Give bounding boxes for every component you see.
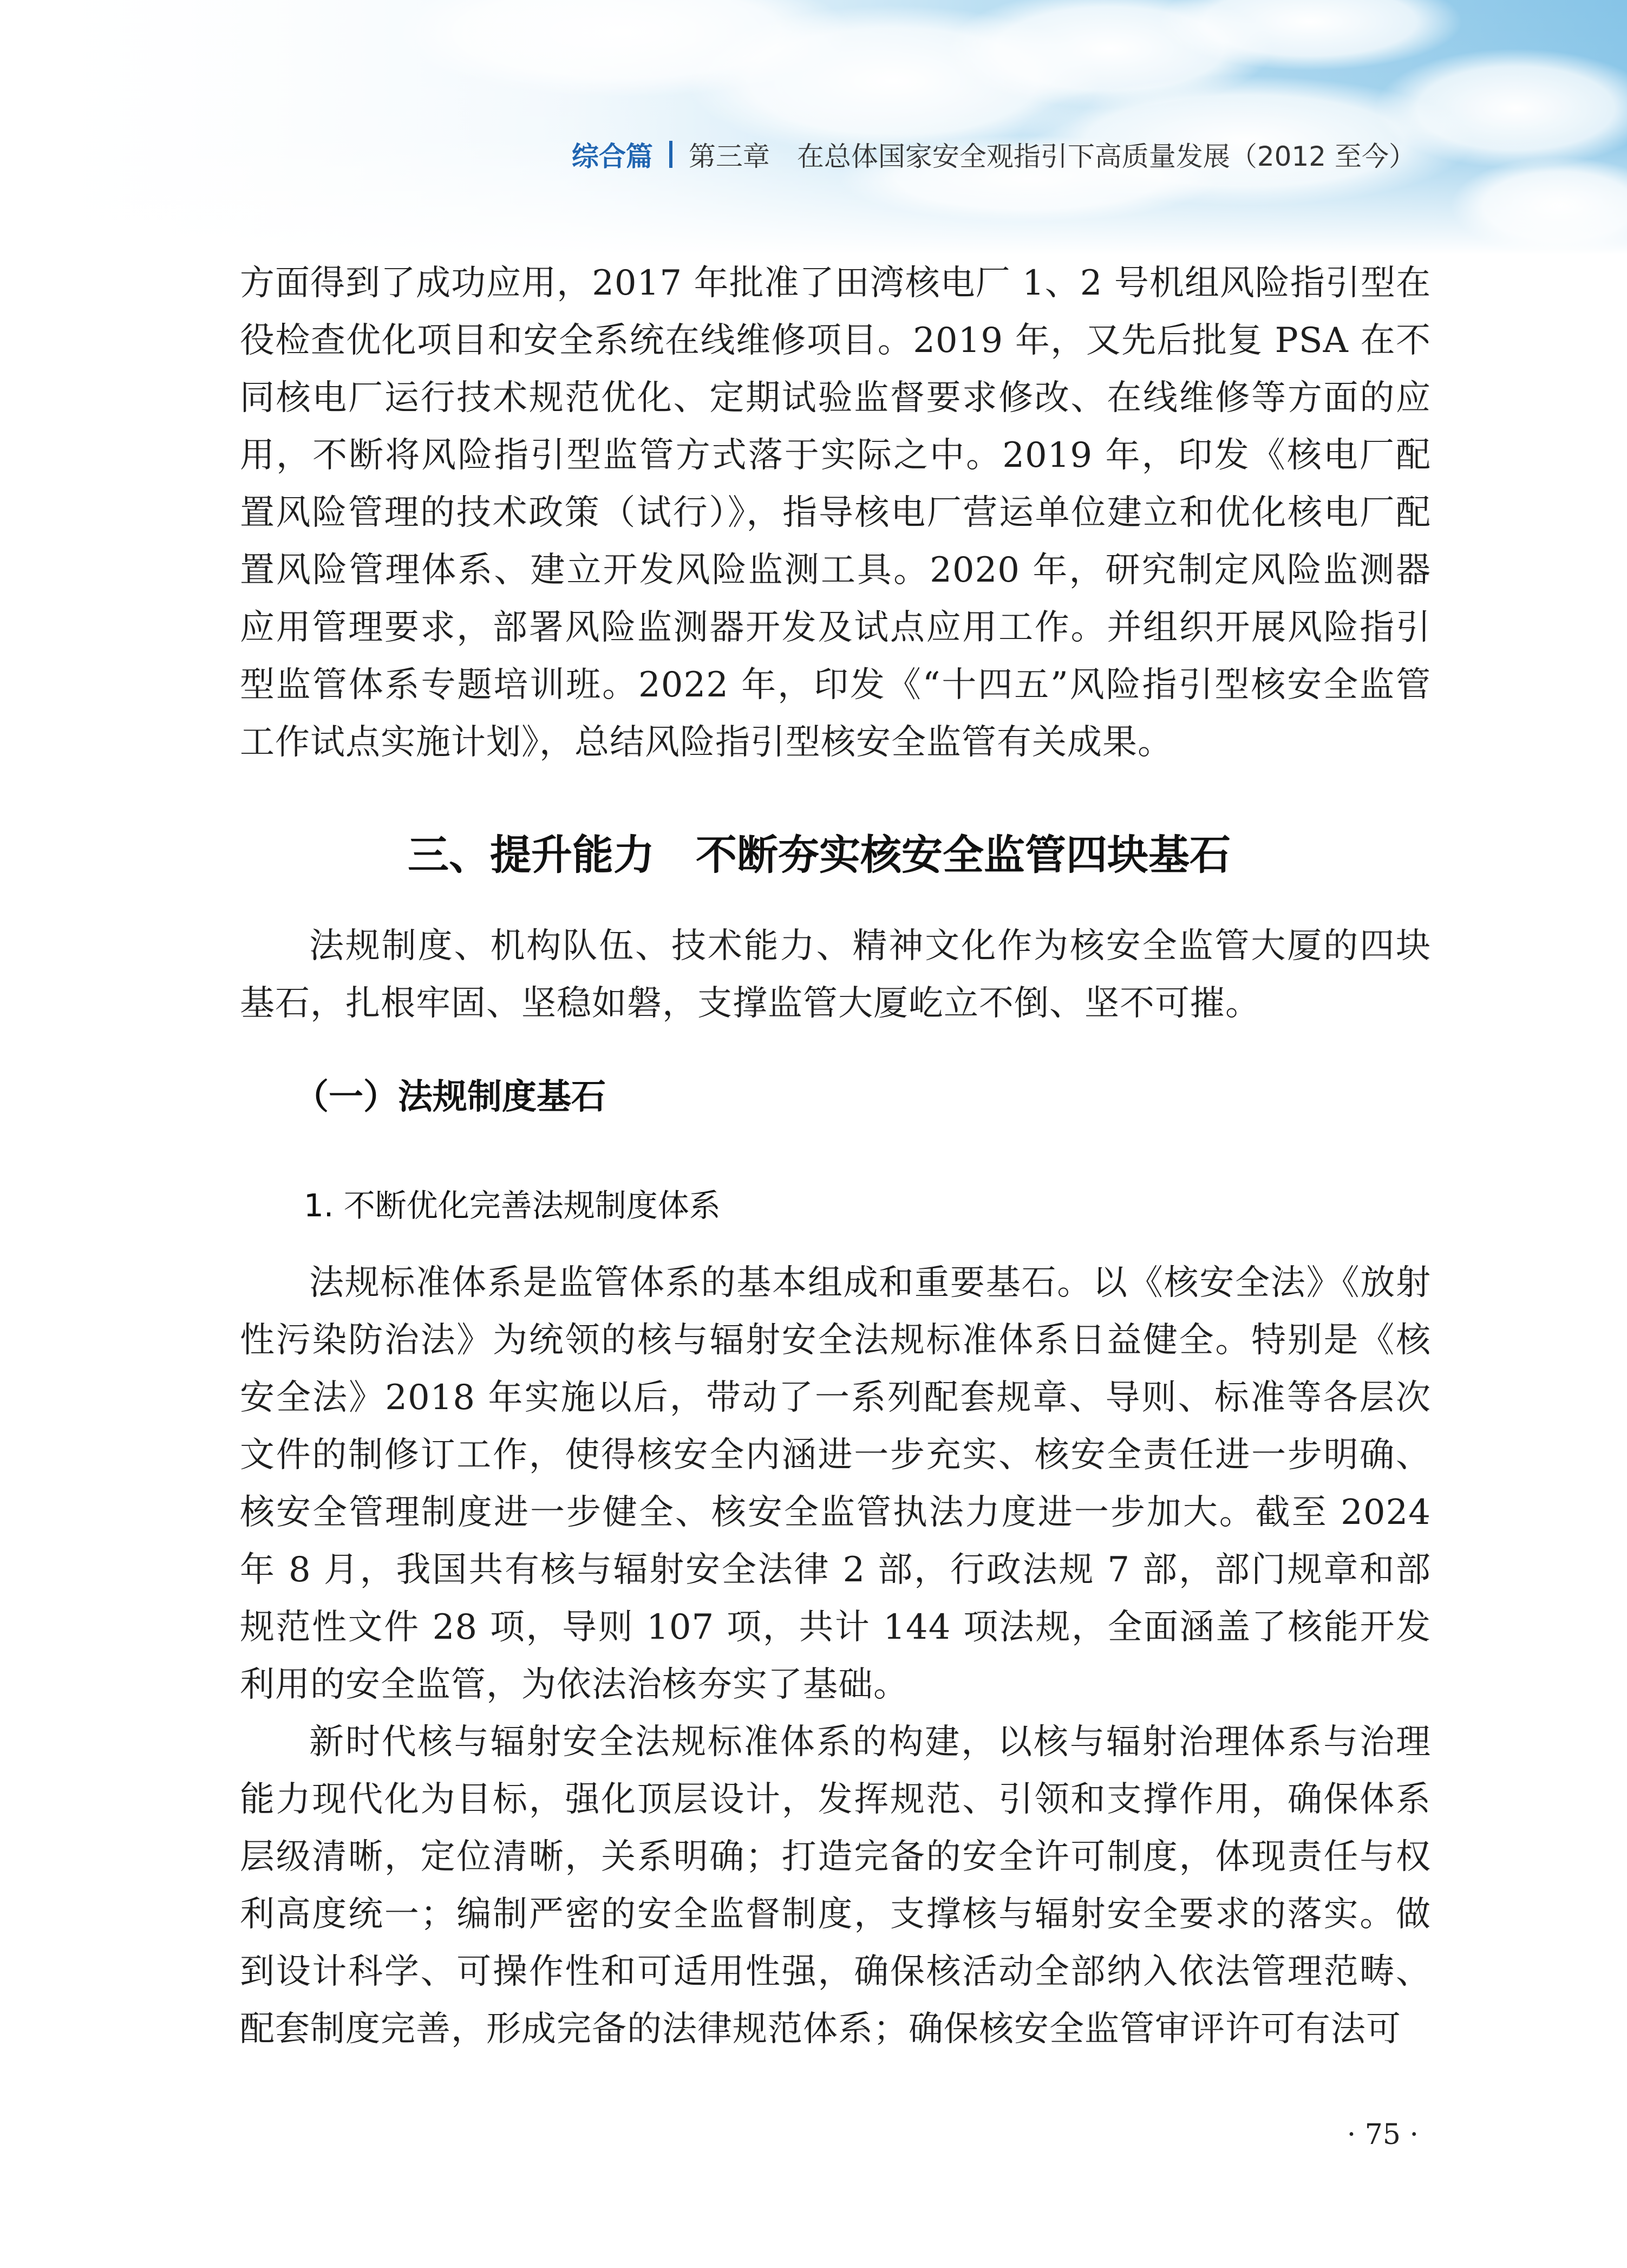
header-divider (669, 141, 672, 168)
sky-cloud-banner (0, 0, 1627, 255)
page-body (240, 255, 1431, 2058)
body-paragraph: 新时代核与辐射安全法规标准体系的构建，以核与辐射治理体系与治理能力现代化为目标，强化顶层设计，发挥规范、引领和支撑作用，确保体系层级清晰，定位清晰，关系明确；打造完备的安全许可制度，体现责任与权利高度统一；编制严密的安全监督制度，支撑核与辐射安全要求的落实。做到设计科学、可操作性和可适用性强，确保核活动全部纳入依法管理范畴、配套制度完善，形成完备的法律规范体系；确保核安全监管审评许可有法可 (240, 1722, 1431, 2049)
paragraph-continued: 方面得到了成功应用，2017 年批准了田湾核电厂 1、2 号机组风险指引型在役检查优化项目和安全系统在线维修项目。2019 年，又先后批复 PSA 在不同核电厂运行技术规范优化、定期试验监督要求修改、在线维修等方面的应用，不断将风险指引型监管方式落于实际之中。2019 年，印发《核电厂配置风险管理的技术政策（试行）》，指导核电厂营运单位建立和优化核电厂配置风险管理体系、建立开发风险监测工具。2020 年，研究制定风险监测器应用管理要求，部署风险监测器开发及试点应用工作。并组织开展风险指引型监管体系专题培训班。2022 年，印发《“十四五”风险指引型核安全监管工作试点实施计划》，总结风险指引型核安全监管有关成果。 (240, 263, 1431, 762)
section-intro-paragraph: 法规制度、机构队伍、技术能力、精神文化作为核安全监管大厦的四块基石，扎根牢固、坚稳如磐，支撑监管大厦屹立不倒、坚不可摧。 (240, 926, 1431, 1024)
header-chapter: 第三章 (688, 141, 770, 172)
header-section: 综合篇 (571, 141, 653, 172)
section-heading: 三、提升能力 不断夯实核安全监管四块基石 (408, 831, 1231, 879)
subsection-heading: （一）法规制度基石 (294, 1077, 606, 1117)
page-number: · 75 · (1347, 2119, 1419, 2151)
header-title: 在总体国家安全观指引下高质量发展（2012 至今） (796, 141, 1416, 172)
item-heading: 1. 不断优化完善法规制度体系 (304, 1187, 721, 1224)
body-paragraph: 法规标准体系是监管体系的基本组成和重要基石。以《核安全法》《放射性污染防治法》为统领的核与辐射安全法规标准体系日益健全。特别是《核安全法》2018 年实施以后，带动了一系列配套规章、导则、标准等各层次文件的制修订工作，使得核安全内涵进一步充实、核安全责任进一步明确、核安全管理制度进一步健全、核安全监管执法力度进一步加大。截至 2024 年 8 月，我国共有核与辐射安全法律 2 部，行政法规 7 部，部门规章和部规范性文件 28 项，导则 107 项，共计 144 项法规，全面涵盖了核能开发利用的安全监管，为依法治核夯实了基础。 (240, 1263, 1431, 1705)
running-header (572, 133, 1416, 176)
